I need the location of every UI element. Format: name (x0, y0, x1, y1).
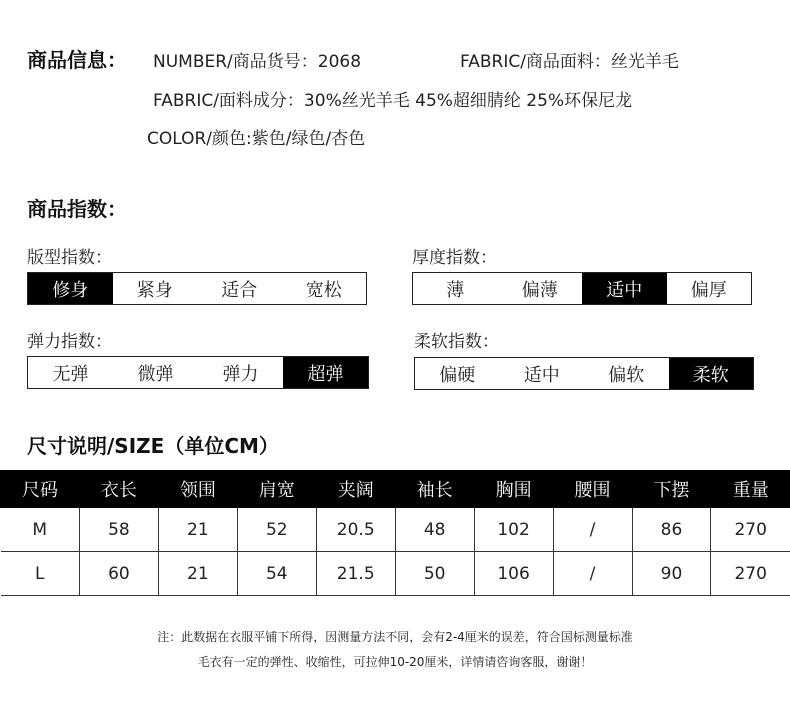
scale-option-selected: 适中 (582, 273, 667, 304)
product-number: NUMBER/商品货号：2068 (153, 52, 362, 72)
table-header-row (1, 470, 790, 508)
table-cell: 58 (79, 508, 158, 552)
table-cell: 21.5 (316, 552, 395, 596)
product-fabric: FABRIC/商品面料：丝光羊毛 (460, 52, 679, 72)
table-cell: 50 (395, 552, 474, 596)
table-cell: 21 (158, 552, 237, 596)
elasticity-index-scale (27, 356, 369, 389)
softness-index-label: 柔软指数： (414, 332, 499, 352)
fabric-composition: FABRIC/面料成分：30%丝光羊毛 45%超细腈纶 25%环保尼龙 (153, 91, 633, 111)
table-cell: 20.5 (316, 508, 395, 552)
size-table (0, 470, 790, 596)
column-header: 袖长 (395, 470, 474, 508)
scale-option-selected: 修身 (28, 273, 113, 304)
column-header: 衣长 (79, 470, 158, 508)
scale-option: 适中 (523, 364, 560, 386)
scale-option: 无弹 (52, 363, 89, 385)
table-cell: 270 (711, 552, 790, 596)
elasticity-index-label: 弹力指数： (27, 332, 112, 352)
column-header: 领围 (158, 470, 237, 508)
fit-index-scale (27, 272, 367, 305)
column-header: 尺码 (1, 470, 80, 508)
scale-option: 偏薄 (521, 279, 558, 301)
column-header: 夹阔 (316, 470, 395, 508)
table-row (1, 508, 790, 552)
product-info-heading: 商品信息： (27, 48, 127, 72)
softness-index-scale (414, 357, 754, 390)
scale-option-selected: 超弹 (283, 357, 368, 388)
column-header: 重量 (711, 470, 790, 508)
table-cell: 90 (632, 552, 711, 596)
table-row (1, 552, 790, 596)
table-cell: 106 (474, 552, 553, 596)
scale-option: 紧身 (136, 279, 173, 301)
thickness-index-scale (412, 272, 752, 305)
column-header: 肩宽 (237, 470, 316, 508)
fit-index-label: 版型指数： (27, 248, 112, 268)
table-cell: 60 (79, 552, 158, 596)
table-cell: 48 (395, 508, 474, 552)
scale-option: 宽松 (305, 279, 342, 301)
table-cell: 270 (711, 508, 790, 552)
table-cell: 86 (632, 508, 711, 552)
elasticity-note: 毛衣有一定的弹性、收缩性，可拉伸10-20厘米，详情请咨询客服，谢谢！ (197, 655, 593, 669)
scale-option: 微弹 (137, 363, 174, 385)
table-cell: 54 (237, 552, 316, 596)
scale-option: 薄 (446, 279, 465, 301)
table-cell: L (1, 552, 80, 596)
measurement-note: 注：此数据在衣服平铺下所得，因测量方法不同，会有2-4厘米的误差，符合国标测量标准 (157, 630, 633, 644)
table-cell: / (553, 508, 632, 552)
column-header: 腰围 (553, 470, 632, 508)
scale-option: 适合 (221, 279, 258, 301)
scale-option-selected: 柔软 (669, 358, 754, 389)
size-heading: 尺寸说明/SIZE（单位CM） (27, 434, 279, 458)
scale-option: 偏软 (608, 364, 645, 386)
table-cell: 102 (474, 508, 553, 552)
table-cell: 21 (158, 508, 237, 552)
column-header: 胸围 (474, 470, 553, 508)
product-colors: COLOR/颜色:紫色/绿色/杏色 (147, 129, 366, 149)
table-cell: / (553, 552, 632, 596)
product-index-heading: 商品指数： (27, 197, 127, 221)
scale-option: 偏硬 (439, 364, 476, 386)
table-cell: 52 (237, 508, 316, 552)
thickness-index-label: 厚度指数： (412, 248, 497, 268)
table-cell: M (1, 508, 80, 552)
scale-option: 弹力 (222, 363, 259, 385)
column-header: 下摆 (632, 470, 711, 508)
scale-option: 偏厚 (690, 279, 727, 301)
